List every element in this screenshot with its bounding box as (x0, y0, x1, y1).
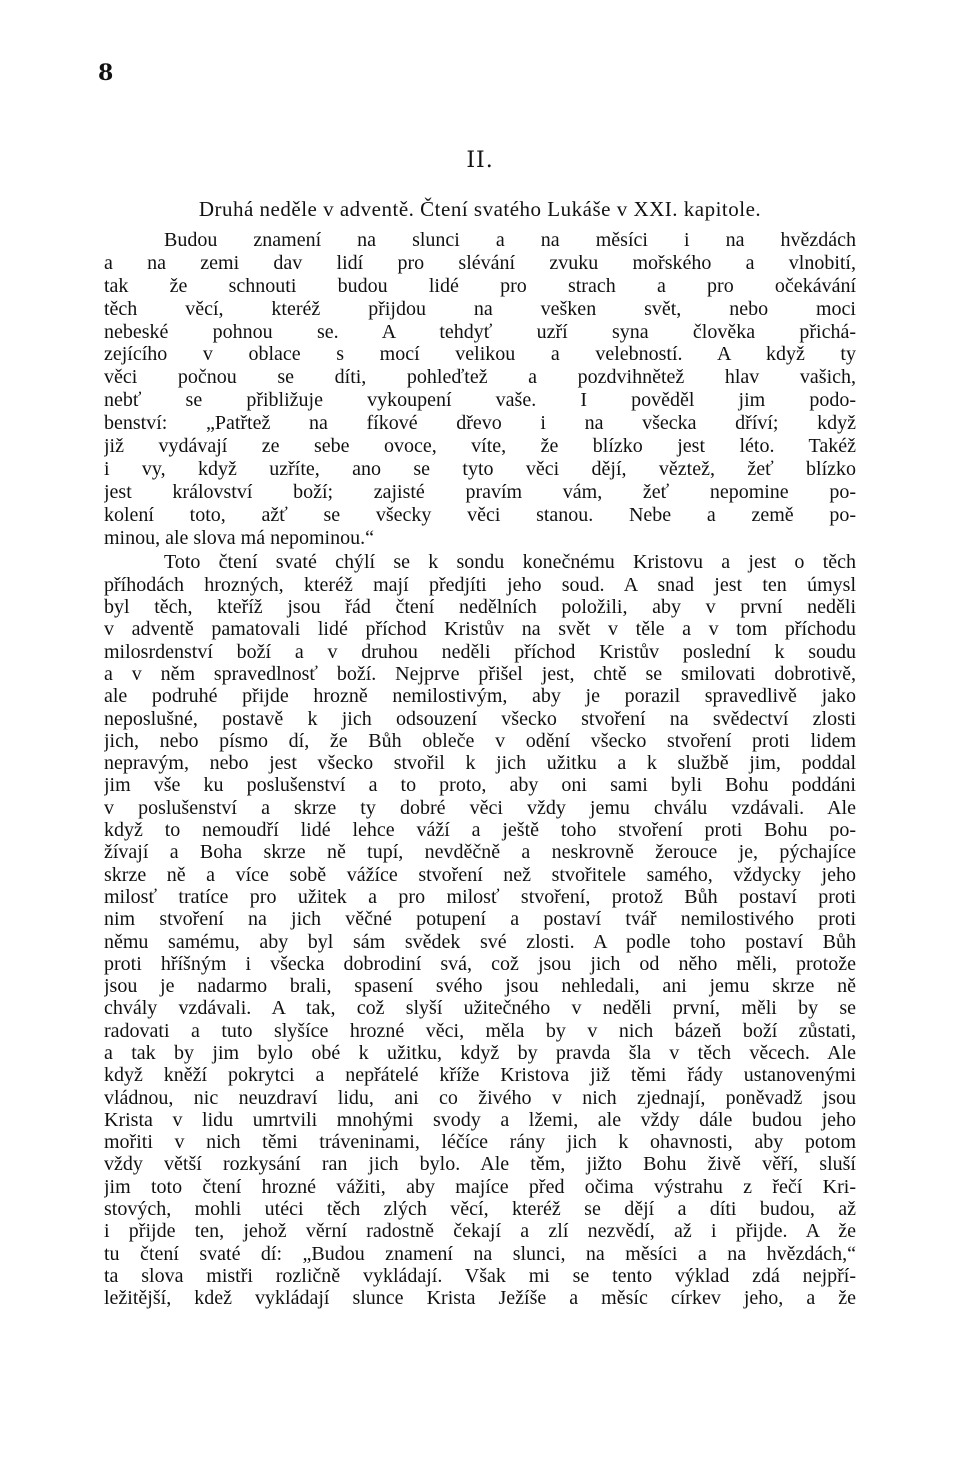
text-line: Krista v lidu umrtvili mnohými svody a lžemi, ale vždy dále budou jeho (104, 1108, 856, 1131)
text-line: němu samému, aby byl sám svědek své zlosti. A podle toho postaví Bůh (104, 930, 856, 953)
text-line: stových, mohli utéci těch zlých věcí, kteréž se dějí a díti budou, až (104, 1198, 856, 1221)
text-line: příhodách hrozných, kteréž mají předjíti jeho soud. A snad jest ten úmysl (104, 573, 856, 596)
text-line: Toto čtení svaté chýlí se k sondu konečnému Kristovu a jest o těch (164, 551, 856, 574)
text-line: a tak by jim bylo obé k užitku, když by pravda šla v těch věcech. Ale (104, 1042, 856, 1064)
text-line: ale podruhé přijde hrozně nemilostivým, aby je porazil spravedlivě jako (104, 685, 856, 708)
text-line: chvály vzdávali. A tak, což slyší užitečného v neděli první, měli by se (104, 997, 856, 1020)
text-line: jim vše ku poslušenství a to proto, aby oni sami byli Bohu poddáni (104, 774, 856, 797)
text-line: žívají a Boha skrze ně tupí, nevděčně a neskrovně žerouce je, pýchajíce (104, 841, 856, 864)
text-line: proti hříšným i všecka dobrodiní svá, což jsou jich od něho měli, protože (104, 952, 856, 975)
text-line: skrze ně a více sobě vážíce stvoření než stvořitele samého, vždycky jeho (104, 863, 856, 886)
text-line: jich, nebo písmo dí, že Bůh obleče v odění všecko stvoření proti lidem (104, 729, 856, 752)
text-line: Budou znamení na slunci a na měsíci i na hvězdách (164, 229, 856, 251)
text-line: i vy, když uzříte, ano se tyto věci dějí, věztež, žeť blízko (104, 457, 856, 480)
text-line: nepravým, nebo jest všecko stvořil k jich užitku a k službě jim, poddal (104, 752, 856, 775)
text-line: byl těch, kteříž jsou řád čtení nedělních položili, aby v první neděli (104, 596, 856, 619)
text-line: nebť se přibližuje vykoupení vaše. I pověděl jim podo- (104, 389, 856, 412)
text-line: milosrdenství boží a v druhou neděli příchod Kristův poslední k soudu (104, 640, 856, 663)
text-line: vždy větší rozkysání ran jich bylo. Ale těm, jižto Bohu živě věří, sluší (104, 1153, 856, 1176)
page-number: 8 (98, 60, 114, 86)
text-line: nebeské pohnou se. A tehdyť uzří syna člověka přichá- (104, 320, 856, 343)
text-line: již vydávají ze sebe ovoce, víte, že blízko jest léto. Takéž (104, 435, 856, 458)
text-line: a na zemi dav lidí pro slévání zvuku mořského a vlnobití, (104, 251, 856, 274)
text-line: milosť tratíce pro užitek a pro milosť stvoření, protož Bůh postaví proti (104, 885, 856, 908)
text-line: jim toto čtení hrozné vážiti, aby majíce před očima výstrahu z řečí Kri- (104, 1175, 856, 1198)
text-line: radovati a tuto slyšíce hrozné věci, měla by v nich bázeň boží zůstati, (104, 1019, 856, 1042)
text-line: zejícího v oblace s mocí velikou a velebností. A když ty (104, 343, 856, 366)
text-line: nim stvoření na jich věčné potupení a postaví tvář nemilostivého proti (104, 908, 856, 931)
text-line: tu čtení svaté dí: „Budou znamení na slunci, na měsíci a na hvězdách,“ (104, 1242, 856, 1265)
text-line: i přijde ten, jehož věrní radostně čekají a zlí nezvědí, až i přijde. A že (104, 1220, 856, 1243)
text-line: tak že schnouti budou lidé pro strach a pro očekávání (104, 274, 856, 297)
text-line: mořiti v nich těmi tráveninami, léčíce rány jich k ohavnosti, aby potom (104, 1131, 856, 1154)
heading: Druhá neděle v adventě. Čtení svatého Lukáše v XXI. kapitole. (198, 197, 762, 221)
commentary-passage (104, 551, 856, 1309)
text-line: vládnou, nic neuzdraví lidu, ani co živého v nich zjednají, poněvadž jsou (104, 1086, 856, 1109)
text-line: těch věcí, kteréž přijdou na vešken svět, nebo moci (104, 297, 856, 320)
text-line: když kněží pokrytci a nepřátelé kříže Kristova již těmi řády ustanovenými (104, 1064, 856, 1087)
text-line: neposlušné, postavě k jich odsouzení všecko stvoření na svědectví zlosti (104, 707, 856, 730)
text-line: jest království boží; zajisté pravím vám, žeť nepomine po- (104, 480, 856, 503)
text-line: minou, ale slova má nepominou.“ (104, 526, 374, 549)
text-line: benství: „Patřtež na fíkové dřevo i na všecka dříví; když (104, 412, 856, 435)
gospel-passage (104, 229, 856, 549)
body-text (104, 229, 856, 1310)
text-line: v poslušenství a skrze ty dobré věci vždy jemu chválu vzdávali. Ale (104, 796, 856, 819)
text-line: když to nemoudří lidé lehce váží a ještě toho stvoření proti Bohu po- (104, 819, 856, 842)
text-line: věci počnou se díti, pohleďtež a pozdvihnětež hlav vašich, (104, 366, 856, 389)
text-line: a v něm spravedlnosť boží. Nejprve přišel jest, chtě se smilovati dobrotivě, (104, 662, 856, 685)
text-line: jsou je nadarmo brali, spasení svého jsou nehledali, ani jemu skrze ně (104, 975, 856, 998)
text-line: kolení toto, ažť se všecky věci stanou. Nebe a země po- (104, 503, 856, 526)
text-line: ležitější, kdež vykládají slunce Krista Ježíše a měsíc církev jeho, a že (104, 1287, 856, 1310)
chapter-number: II. (466, 148, 494, 173)
text-line: v adventě pamatovali lidé příchod Kristův na svět v těle a v tom příchodu (104, 618, 856, 641)
text-line: ta slova mistři rozličně vykládají. Však mi se tento výklad zdá nejpří- (104, 1264, 856, 1287)
